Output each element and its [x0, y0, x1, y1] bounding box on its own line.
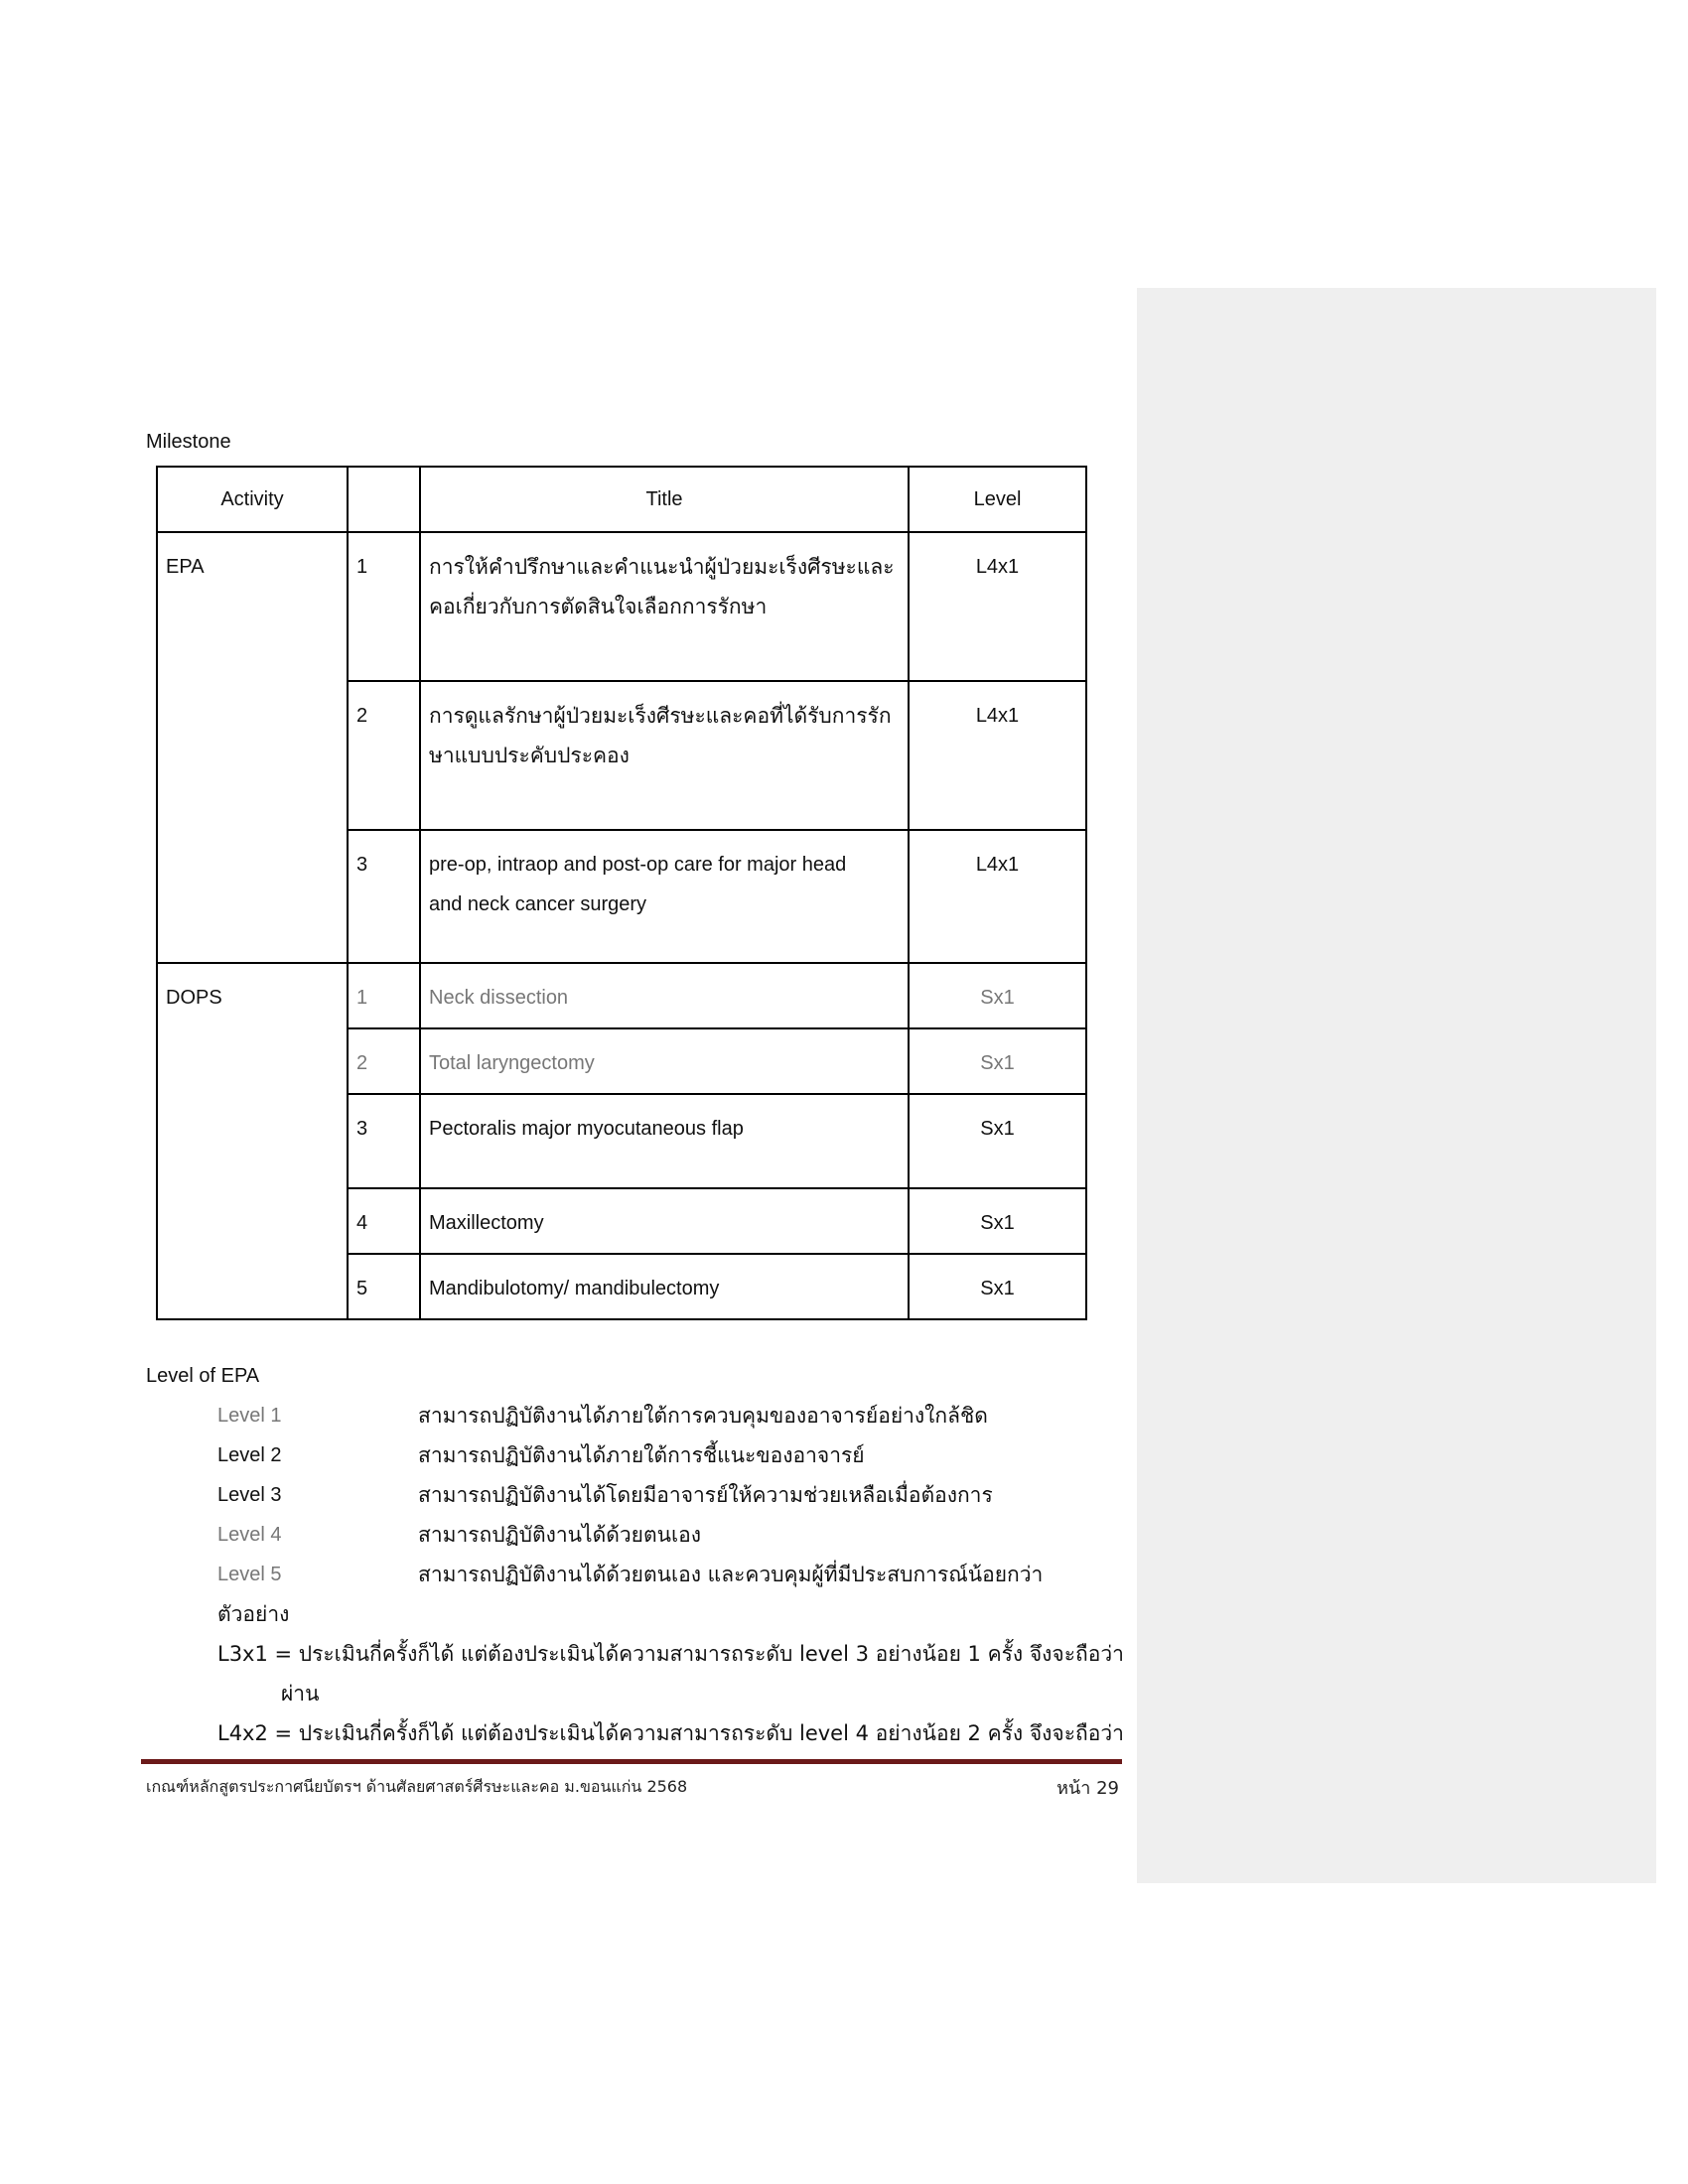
- row-level: Sx1: [909, 1188, 1086, 1254]
- row-level: Sx1: [909, 1094, 1086, 1188]
- header-activity: Activity: [157, 467, 348, 532]
- table-row: [157, 963, 1086, 1028]
- row-title: [420, 830, 909, 963]
- row-level: L4x1: [909, 681, 1086, 830]
- activity-epa: EPA: [157, 532, 348, 963]
- header-title: Title: [420, 467, 909, 532]
- list-item: [217, 1475, 1131, 1515]
- list-item: [217, 1515, 1131, 1555]
- row-number: 4: [348, 1188, 420, 1254]
- row-level: L4x1: [909, 532, 1086, 681]
- level-name: Level 4: [217, 1523, 282, 1546]
- row-title-line: การดูแลรักษาผู้ป่วยมะเร็งศีรษะและคอที่ได้รับการรัก: [429, 704, 892, 728]
- row-title: Pectoralis major myocutaneous flap: [420, 1094, 909, 1188]
- example-line: L3x1 = ประเมินกี่ครั้งก็ได้ แต่ต้องประเมินได้ความสามารถระดับ level 3 อย่างน้อย 1 ครั้ง จึงจะถือว่า: [217, 1642, 1124, 1666]
- row-title-line: and neck cancer surgery: [429, 893, 647, 915]
- row-number: 3: [348, 830, 420, 963]
- row-number: 1: [348, 963, 420, 1028]
- row-number: 1: [348, 532, 420, 681]
- row-number: 2: [348, 1028, 420, 1094]
- milestone-heading: Milestone: [146, 431, 231, 453]
- example-continuation: ผ่าน: [281, 1682, 320, 1706]
- level-of-epa-heading: Level of EPA: [146, 1365, 260, 1387]
- row-level: Sx1: [909, 1254, 1086, 1319]
- level-name: Level 3: [217, 1483, 282, 1506]
- list-item: [217, 1555, 1131, 1594]
- row-level: L4x1: [909, 830, 1086, 963]
- row-number: 2: [348, 681, 420, 830]
- level-description: สามารถปฏิบัติงานได้ด้วยตนเอง และควบคุมผู้ที่มีประสบการณ์น้อยกว่า: [418, 1562, 1044, 1586]
- row-title: Neck dissection: [420, 963, 909, 1028]
- row-title: [420, 532, 909, 681]
- list-item: [217, 1396, 1131, 1435]
- row-title: Total laryngectomy: [420, 1028, 909, 1094]
- row-title: [420, 681, 909, 830]
- footer-text: เกณฑ์หลักสูตรประกาศนียบัตรฯ ด้านศัลยศาสตร์ศีรษะและคอ ม.ขอนแก่น 2568: [146, 1777, 688, 1796]
- table-header-row: [157, 467, 1086, 532]
- example-label: ตัวอย่าง: [217, 1602, 290, 1626]
- row-title-line: ษาแบบประคับประคอง: [429, 744, 630, 767]
- row-number: 5: [348, 1254, 420, 1319]
- table-row: [157, 532, 1086, 681]
- level-name: Level 1: [217, 1404, 282, 1427]
- header-level: Level: [909, 467, 1086, 532]
- level-name: Level 2: [217, 1443, 282, 1466]
- level-description: สามารถปฏิบัติงานได้ด้วยตนเอง: [418, 1522, 702, 1547]
- header-number: [348, 467, 420, 532]
- page-number: หน้า 29: [1056, 1778, 1119, 1799]
- level-description: สามารถปฏิบัติงานได้ภายใต้การควบคุมของอาจารย์อย่างใกล้ชิด: [418, 1403, 988, 1428]
- level-list: [217, 1396, 1131, 1753]
- list-item: [217, 1435, 1131, 1475]
- footer-divider: [141, 1759, 1122, 1764]
- row-title: Maxillectomy: [420, 1188, 909, 1254]
- row-title-line: การให้คำปรึกษาและคำแนะนำผู้ป่วยมะเร็งศีรษะและ: [429, 555, 895, 579]
- activity-dops: DOPS: [157, 963, 348, 1319]
- row-level: Sx1: [909, 1028, 1086, 1094]
- level-name: Level 5: [217, 1563, 282, 1585]
- comment-sidebar: [1137, 288, 1656, 1883]
- row-number: 3: [348, 1094, 420, 1188]
- row-title-line: คอเกี่ยวกับการตัดสินใจเลือกการรักษา: [429, 595, 768, 618]
- row-title: Mandibulotomy/ mandibulectomy: [420, 1254, 909, 1319]
- row-level: Sx1: [909, 963, 1086, 1028]
- milestone-table: [156, 466, 1087, 1320]
- row-title-line: pre-op, intraop and post-op care for major head: [429, 854, 847, 876]
- level-description: สามารถปฏิบัติงานได้โดยมีอาจารย์ให้ความช่วยเหลือเมื่อต้องการ: [418, 1482, 993, 1507]
- example-line: L4x2 = ประเมินกี่ครั้งก็ได้ แต่ต้องประเมินได้ความสามารถระดับ level 4 อย่างน้อย 2 ครั้ง จึงจะถือว่า: [217, 1721, 1124, 1745]
- level-description: สามารถปฏิบัติงานได้ภายใต้การชี้แนะของอาจารย์: [418, 1442, 865, 1467]
